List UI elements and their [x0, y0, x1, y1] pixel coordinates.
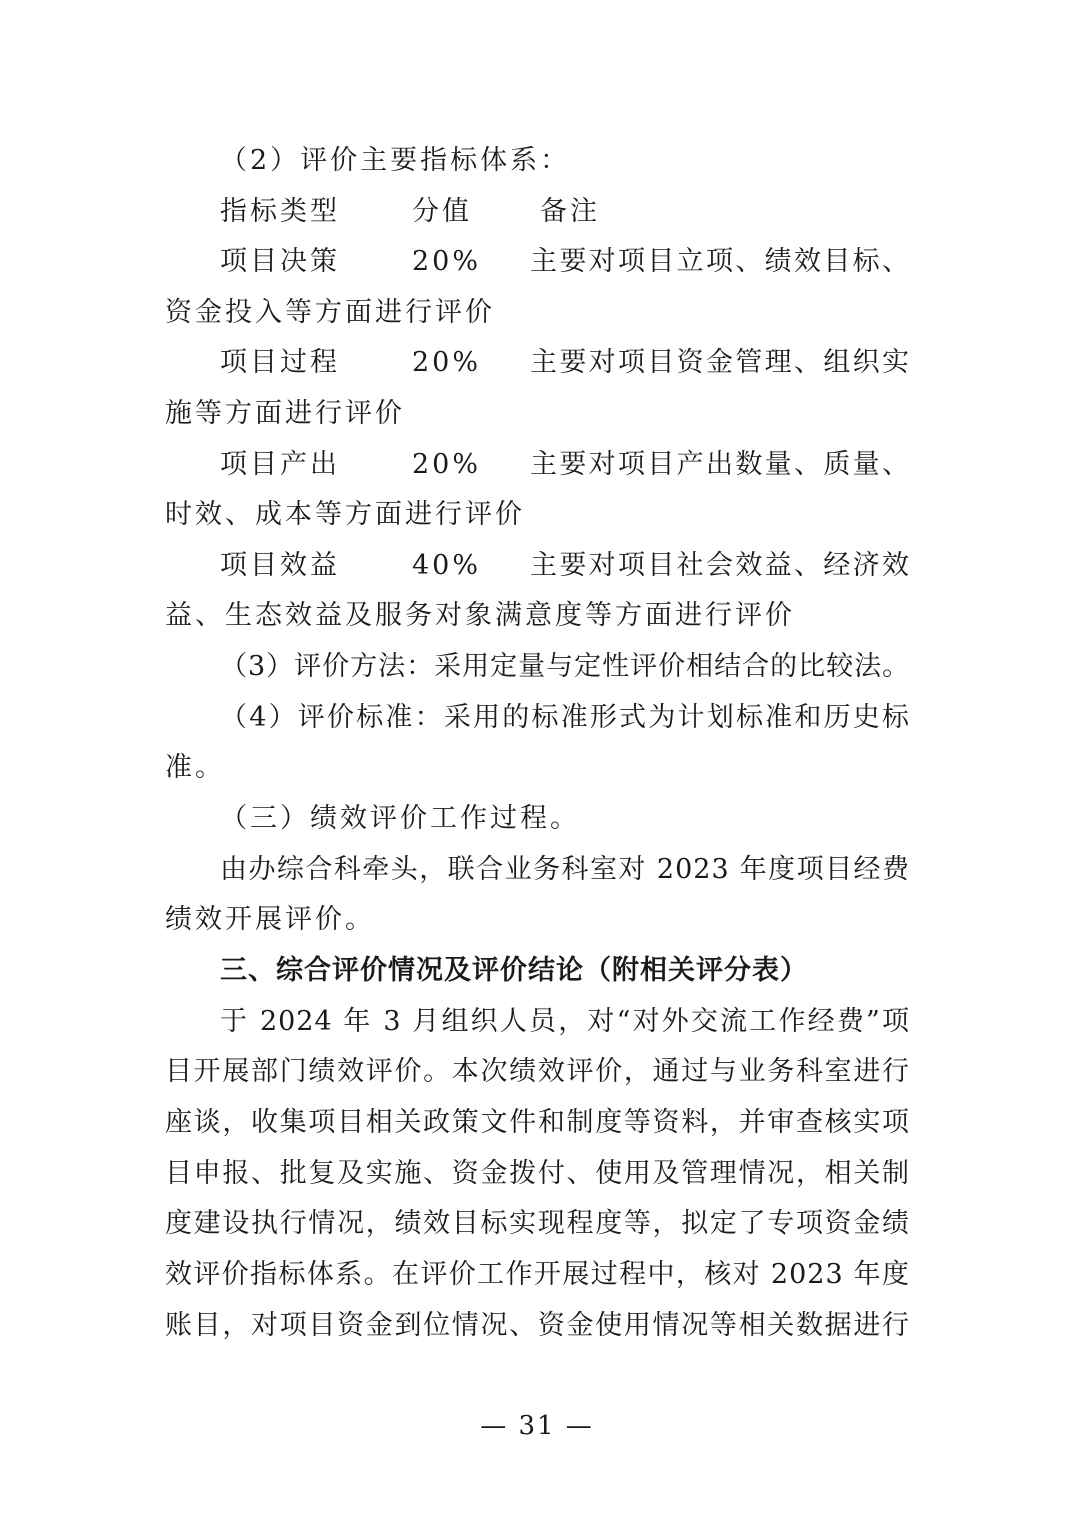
- row-1-score: 20%: [412, 246, 482, 277]
- section-2-heading: （2）评价主要指标体系：: [220, 145, 571, 176]
- table-header-type: 指标类型: [220, 196, 340, 227]
- part-3-body-line1: 由办综合科牵头，联合业务科室对 2023 年度项目经费: [220, 854, 910, 885]
- page-number: — 31 —: [480, 1411, 594, 1441]
- row-2-note-line1: 主要对项目资金管理、组织实: [530, 347, 910, 378]
- section-4-standard-line2: 准。: [165, 752, 225, 783]
- row-2-note-line2: 施等方面进行评价: [165, 398, 405, 429]
- row-2-type: 项目过程: [220, 347, 340, 378]
- row-2-score: 20%: [412, 347, 482, 378]
- row-3-note-line1: 主要对项目产出数量、质量、: [530, 449, 910, 480]
- row-3-type: 项目产出: [220, 449, 340, 480]
- row-4-type: 项目效益: [220, 550, 340, 581]
- chapter-3-body-line7: 账目，对项目资金到位情况、资金使用情况等相关数据进行: [165, 1310, 910, 1341]
- part-3-heading: （三）绩效评价工作过程。: [220, 803, 580, 834]
- part-3-body-line2: 绩效开展评价。: [165, 904, 375, 935]
- section-3-method: （3）评价方法：采用定量与定性评价相结合的比较法。: [220, 651, 911, 682]
- chapter-3-body-line1: 于 2024 年 3 月组织人员，对“对外交流工作经费”项: [220, 1006, 910, 1037]
- section-4-standard-line1: （4）评价标准：采用的标准形式为计划标准和历史标: [220, 702, 910, 733]
- row-4-score: 40%: [412, 550, 482, 581]
- row-1-note-line1: 主要对项目立项、绩效目标、: [530, 246, 910, 277]
- row-4-note-line1: 主要对项目社会效益、经济效: [530, 550, 910, 581]
- row-3-score: 20%: [412, 449, 482, 480]
- row-4-note-line2: 益、生态效益及服务对象满意度等方面进行评价: [165, 600, 795, 631]
- chapter-3-body-line4: 目申报、批复及实施、资金拨付、使用及管理情况，相关制: [165, 1158, 910, 1189]
- chapter-3-body-line2: 目开展部门绩效评价。本次绩效评价，通过与业务科室进行: [165, 1056, 910, 1087]
- chapter-3-body-line5: 度建设执行情况，绩效目标实现程度等，拟定了专项资金绩: [165, 1208, 910, 1239]
- chapter-3-heading: 三、综合评价情况及评价结论（附相关评分表）: [220, 955, 808, 986]
- chapter-3-body-line3: 座谈，收集项目相关政策文件和制度等资料，并审查核实项: [165, 1107, 910, 1138]
- row-1-note-line2: 资金投入等方面进行评价: [165, 297, 495, 328]
- row-3-note-line2: 时效、成本等方面进行评价: [165, 499, 525, 530]
- table-header-note: 备注: [540, 196, 600, 227]
- row-1-type: 项目决策: [220, 246, 340, 277]
- table-header-score: 分值: [412, 196, 472, 227]
- chapter-3-body-line6: 效评价指标体系。在评价工作开展过程中，核对 2023 年度: [165, 1259, 910, 1290]
